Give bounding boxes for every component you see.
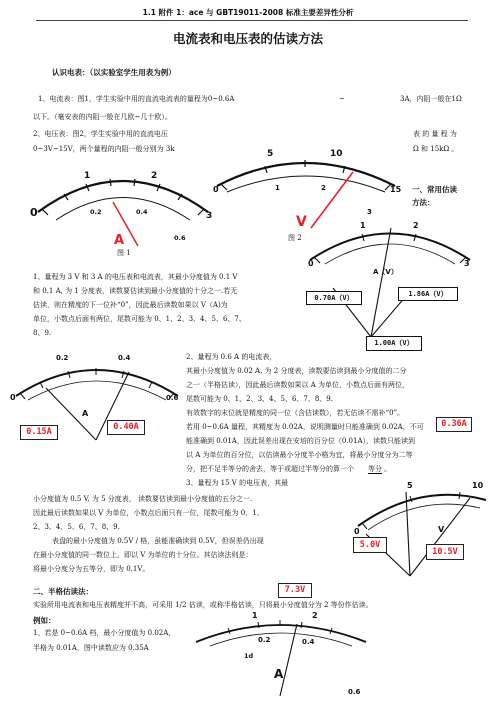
fig2-tick-top-10: 10 bbox=[330, 149, 343, 159]
fig5-tick-top-2: 2 bbox=[312, 611, 318, 620]
fig3-tick-04: 0.4 bbox=[118, 354, 131, 362]
para-15v-line: 将最小分度分为五等分，即为 0.1V。 bbox=[33, 565, 150, 573]
para-3a-line: 估读，则在精度的下一位补“0”，因此最后读数如果以 V（A)为 bbox=[33, 301, 228, 309]
fig1-tick-top-2: 2 bbox=[151, 171, 158, 181]
para-06a-line: 之一（半格估读），因此最后读数如果以 A 为单位，小数点后面有两位， bbox=[186, 381, 410, 389]
fig2-tick-top-15: 15 bbox=[390, 185, 402, 194]
half-example-label: 例如： bbox=[33, 616, 56, 625]
ammeter-text-1a: 1、电流表：图1，学生实验中用的直流电流表的量程为0~0.6A bbox=[38, 95, 235, 103]
para-06a-underlined: 等分 bbox=[368, 465, 382, 473]
common-dial-unit: A（V） bbox=[373, 268, 398, 276]
para-3a-line: 单位，小数点后面有两位，尾数可能为 0、1、2、3、4、5、6、7、 bbox=[33, 315, 246, 323]
ammeter-text-1b: 3A，内阻一般在1Ω bbox=[400, 95, 462, 103]
fig3-reading-left: 0.15A bbox=[20, 425, 58, 440]
fig1-ammeter-dial bbox=[28, 160, 218, 256]
fig4-reading-bottom: 7.3V bbox=[278, 583, 312, 598]
common-heading-line2: 方法： bbox=[412, 198, 435, 207]
voltmeter-text-1b: 表 的 量 程 为 bbox=[413, 130, 457, 138]
para-06a-line: 若用 0~0.6A 量程，其精度为 0.02A，说明测量时只能准确到 0.02A，不可 bbox=[186, 423, 424, 431]
fig3-tick-0: 0 bbox=[10, 393, 16, 402]
ammeter-text-tilde: ~ bbox=[339, 95, 345, 103]
header-divider bbox=[36, 20, 468, 21]
fig2-tick-top-5: 5 bbox=[267, 149, 274, 159]
para-06a-reading: 0.36A bbox=[436, 417, 472, 432]
common-dial-tick-3: 3 bbox=[464, 259, 470, 268]
fig1-tick-end: 3 bbox=[206, 211, 213, 221]
para-3a-line: 和 0.1 A, 为 1 分度表，读数要估读到最小分度值的十分之一.若无 bbox=[33, 287, 238, 295]
half-example-text-2: 半格为 0.01A，图中读数应为 0.35A bbox=[33, 644, 149, 652]
para-06a-line: 有效数字的末位就是精度的同一位（含估读数），若无估读不需补“0”。 bbox=[186, 409, 405, 417]
fig4-tick-5: 5 bbox=[407, 481, 413, 490]
fig5-tick-bottom-04: 0.4 bbox=[302, 638, 315, 646]
fig5-ammeter-dial bbox=[188, 612, 374, 698]
fig3-reading-right: 0.40A bbox=[107, 420, 145, 435]
fig3-unit: A bbox=[82, 409, 89, 418]
fig5-unit: A bbox=[274, 667, 284, 681]
common-reading-left: 0.70A（V） bbox=[306, 291, 362, 305]
para-06a-line: 2、量程为 0.6 A 的电流表， bbox=[186, 353, 277, 361]
fig2-tick-bottom-1: 1 bbox=[275, 184, 280, 192]
para-06a-line: 分，把不足半等分的舍去，等于或超过半等分的算一个 bbox=[186, 465, 354, 473]
para-06a-line: 尾数可能为 0、1、2、3、4、5、6、7、8、9. bbox=[186, 395, 333, 403]
common-dial-tick-2: 2 bbox=[413, 221, 419, 230]
fig4-tick-0: 0 bbox=[354, 527, 360, 536]
para-15v-line: 表盘的最小分度值为 0.5V / 格，虽能准确读到 0.5V，但误差仍出现 bbox=[52, 537, 264, 545]
fig1-tick-bottom-2: 0.4 bbox=[136, 208, 148, 216]
common-dial-tick-0: 0 bbox=[308, 259, 314, 268]
fig4-voltmeter-dial bbox=[350, 478, 490, 578]
para-06a-line: 能准确到 0.01A，因此误差出现在安培的百分位（0.01A），读数只能读到 bbox=[186, 437, 416, 445]
page-title: 电流表和电压表的估读方法 bbox=[172, 31, 323, 46]
fig5-extra-label: 1d bbox=[244, 652, 254, 660]
para-06a-tail: 。 bbox=[384, 465, 391, 473]
para-15v-line: 2、3、4、5、6、7、8、9. bbox=[33, 523, 120, 531]
para-3a-line: 8、9. bbox=[33, 329, 52, 337]
fig1-tick-bottom-3: 0.6 bbox=[174, 234, 186, 242]
common-heading-line1: 一、常用估读 bbox=[412, 185, 457, 194]
fig2-unit-label: V bbox=[296, 214, 307, 230]
fig2-caption: 图 2 bbox=[288, 234, 302, 242]
para-3a-line: 1、量程为 3 V 和 3 A 的电压表和电流表，其最小分度值为 0.1 V bbox=[33, 273, 238, 281]
page-header: 1.1 附件 1：ace 与 GBT19011-2008 标准主要差异性分析 bbox=[142, 8, 354, 17]
fig2-tick-bottom-0: 0 bbox=[213, 185, 219, 194]
para-15v-line: 在最小分度值的同一数位上，即以 V 为单位的十分位。其估读法则是： bbox=[33, 551, 253, 559]
para-15v-line: 因此最后读数如果以 V 为单位，小数点后面只有一位，尾数可能为 0、1、 bbox=[33, 509, 264, 517]
fig2-tick-bottom-3: 3 bbox=[367, 208, 372, 216]
fig2-tick-bottom-2: 2 bbox=[321, 184, 326, 192]
fig1-tick-top-1: 1 bbox=[84, 171, 91, 181]
fig4-tick-10: 10 bbox=[472, 481, 484, 490]
fig4-reading-left: 5.0V bbox=[353, 537, 387, 553]
fig5-tick-bottom-06: 0.6 bbox=[348, 688, 361, 696]
fig1-caption: 图 1 bbox=[117, 249, 131, 257]
para-15v-line: 小分度值为 0.5 V, 为 5 分度表， 读数要估读到最小分度值的五分之一. bbox=[33, 495, 253, 503]
fig3-tick-06: 0.6 bbox=[166, 394, 179, 402]
fig1-tick-bottom-1: 0.2 bbox=[90, 208, 102, 216]
para-06a-line: 以 A 为单位的百分位，以估读最小分度半小格为宜，将最小分度分为二等 bbox=[186, 451, 413, 459]
common-dial-tick-1: 1 bbox=[360, 221, 366, 230]
section-heading-half: 二、半格估读法： bbox=[33, 587, 93, 596]
fig4-reading-right: 10.5V bbox=[426, 544, 464, 560]
voltmeter-text-2b: Ω 和 15kΩ 。 bbox=[413, 145, 459, 153]
voltmeter-text-1a: 2、电压表：图2，学生实验中用的直流电压 bbox=[33, 130, 168, 138]
para-15v-line: 3、量程为 15 V 的电压表，其最 bbox=[186, 479, 289, 487]
section-heading-meters: 认识电表：（以实验室学生用表为例） bbox=[52, 68, 176, 77]
fig4-unit: V bbox=[438, 525, 445, 534]
fig5-tick-top-1: 1 bbox=[252, 611, 258, 620]
voltmeter-text-2a: 0~3V~15V，两个量程的内阻一般分别为 3k bbox=[33, 145, 175, 153]
fig3-tick-02: 0.2 bbox=[56, 354, 69, 362]
common-dial bbox=[305, 212, 475, 352]
para-06a-line: 其最小分度值为 0.02 A, 为 2 分度表，读数要估读到最小分度值的二分 bbox=[186, 367, 407, 375]
half-example-text-1: 1、若是 0~0.6A 档，最小分度值为 0.02A， bbox=[33, 629, 176, 637]
ammeter-text-2: 以下。（毫安表的内阻一般在几欧~几十欧）。 bbox=[33, 113, 172, 121]
fig1-tick-zero: 0 bbox=[30, 206, 38, 219]
half-method-text: 实验所用电流表和电压表精度并不高，可采用 1/2 估读，或称半格估读，只将最小分度值分为 2 等份作估读。 bbox=[33, 601, 373, 609]
common-reading-bottom: 1.00A（V） bbox=[366, 336, 422, 351]
fig1-unit-label: A bbox=[114, 233, 125, 248]
fig5-tick-bottom-02: 0.2 bbox=[258, 636, 271, 644]
common-reading-right: 1.86A（V） bbox=[398, 287, 458, 301]
